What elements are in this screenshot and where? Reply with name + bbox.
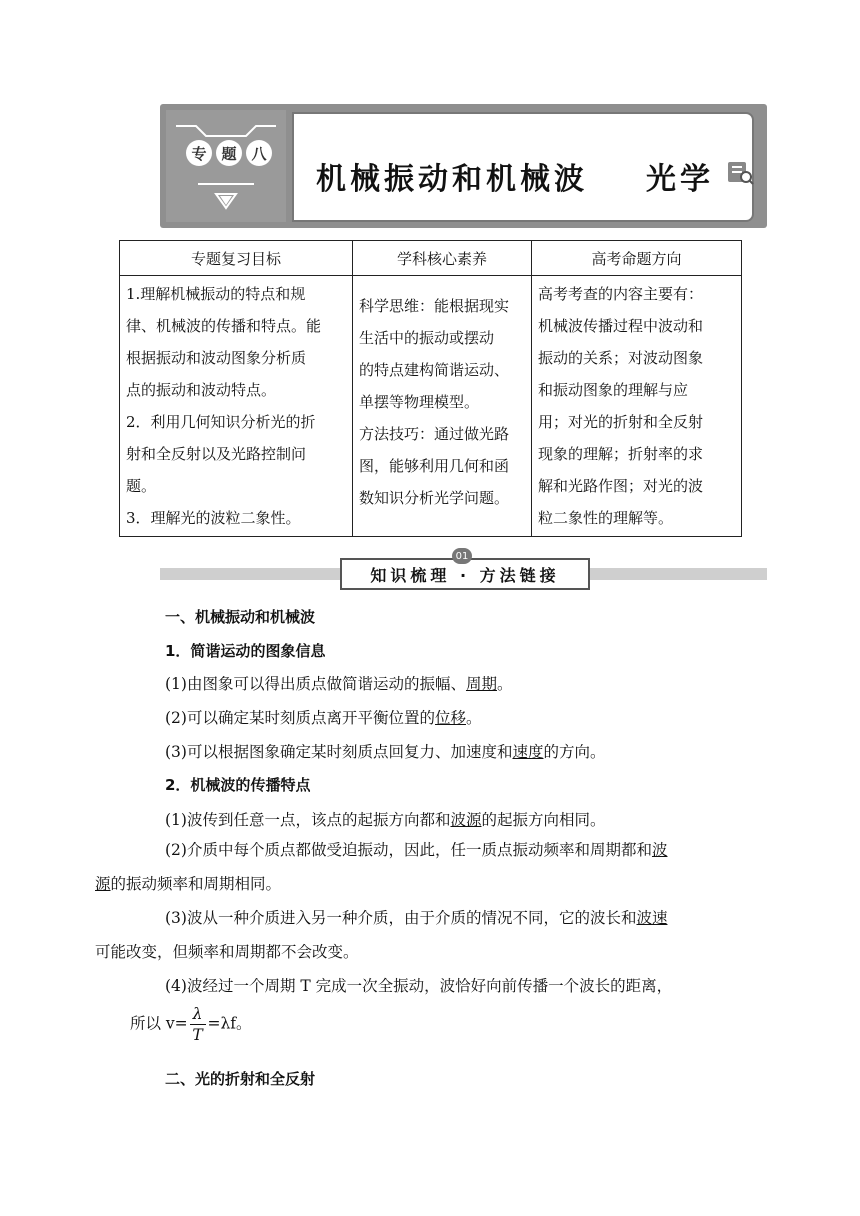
chapter-title-panel: [292, 112, 754, 222]
cell-line: 解和光路作图；对光的波: [538, 477, 704, 495]
paragraph: (4)波经过一个周期 T 完成一次全振动，波恰好向前传播一个波长的距离，: [165, 977, 673, 995]
review-goals-cell: [120, 276, 353, 537]
chapter-tag-panel: [166, 110, 286, 222]
cell-line: 的特点建构简谐运动、: [359, 361, 510, 379]
paragraph: (1)波传到任意一点，该点的起振方向都和波源的起振方向相同。: [165, 811, 606, 829]
heading-2: 二、光的折射和全反射: [165, 1070, 316, 1088]
section-number-badge: 01: [452, 548, 472, 564]
cell-line: 3．理解光的波粒二象性。: [126, 509, 301, 527]
table-header: 高考命题方向: [532, 241, 742, 276]
goals-table: [119, 240, 742, 537]
chapter-banner: [160, 104, 767, 228]
underlined-term: 波源: [450, 811, 482, 829]
down-arrow-icon: [194, 180, 258, 216]
fraction: $\frac{\lambda}{T}$: [190, 1004, 206, 1045]
cell-line: 律、机械波的传播和特点。能: [126, 317, 322, 335]
cell-line: 现象的理解；折射率的求: [538, 445, 704, 463]
table-header-row: [120, 241, 742, 276]
cell-line: 单摆等物理模型。: [359, 393, 480, 411]
cell-line: 点的振动和波动特点。: [126, 381, 277, 399]
cell-line: 2．利用几何知识分析光的折: [126, 413, 316, 431]
chapter-tag: [186, 140, 276, 174]
cell-line: 用；对光的折射和全反射: [538, 413, 704, 431]
chapter-tag-char: 专: [186, 140, 212, 166]
underlined-term: 波速: [636, 909, 668, 927]
cell-line: 方法技巧：通过做光路: [359, 425, 510, 443]
table-header: 学科核心素养: [353, 241, 532, 276]
subheading: 1．简谐运动的图象信息: [165, 642, 326, 660]
underlined-term: 波: [651, 841, 668, 859]
cell-line: 图，能够利用几何和函: [359, 457, 510, 475]
subheading: 2．机械波的传播特点: [165, 776, 311, 794]
book-search-icon: [726, 158, 754, 186]
exam-direction-cell: [532, 276, 742, 537]
table-header: 专题复习目标: [120, 241, 353, 276]
chapter-title: 机械振动和机械波: [316, 162, 588, 197]
table-row: [120, 276, 742, 537]
cell-line: 粒二象性的理解等。: [538, 509, 674, 527]
cell-line: 机械波传播过程中波动和: [538, 317, 704, 335]
cell-line: 生活中的振动或摆动: [359, 329, 495, 347]
cell-line: 射和全反射以及光路控制问: [126, 445, 307, 463]
heading-1: 一、机械振动和机械波: [165, 608, 316, 626]
underlined-term: 源: [95, 875, 111, 893]
decoration-line: [176, 124, 276, 140]
chapter-tag-char: 题: [216, 140, 242, 166]
formula-line: 所以 v= $\frac{\lambda}{T}$ =λf。: [130, 1005, 252, 1044]
underlined-term: 周期: [465, 675, 497, 693]
cell-line: 科学思维：能根据现实: [359, 297, 510, 315]
underlined-term: 速度: [512, 743, 544, 761]
chapter-subtitle: 光学: [646, 162, 714, 197]
paragraph: (1)由图象可以得出质点做简谐运动的振幅、周期。: [165, 675, 513, 693]
paragraph: (3)可以根据图象确定某时刻质点回复力、加速度和速度的方向。: [165, 743, 606, 761]
cell-line: 振动的关系；对波动图象: [538, 349, 704, 367]
section-title: 知识梳理 · 方法链接: [340, 558, 590, 590]
cell-line: 和振动图象的理解与应: [538, 381, 689, 399]
paragraph: (3)波从一种介质进入另一种介质，由于介质的情况不同，它的波长和波速 可能改变，但频率和周期都不会改变。: [95, 909, 668, 961]
cell-line: 1.理解机械振动的特点和规: [126, 285, 306, 303]
cell-line: 根据振动和波动图象分析质: [126, 349, 307, 367]
core-literacy-cell: [353, 276, 532, 537]
cell-line: 数知识分析光学问题。: [359, 489, 510, 507]
cell-line: 题。: [126, 477, 157, 495]
paragraph: (2)可以确定某时刻质点离开平衡位置的位移。: [165, 709, 482, 727]
paragraph: (2)介质中每个质点都做受迫振动，因此，任一质点振动频率和周期都和波 源的振动频率和周期相同。: [95, 841, 668, 893]
cell-line: 高考考查的内容主要有：: [538, 285, 704, 303]
chapter-tag-char: 八: [246, 140, 272, 166]
underlined-term: 位移: [434, 709, 466, 727]
